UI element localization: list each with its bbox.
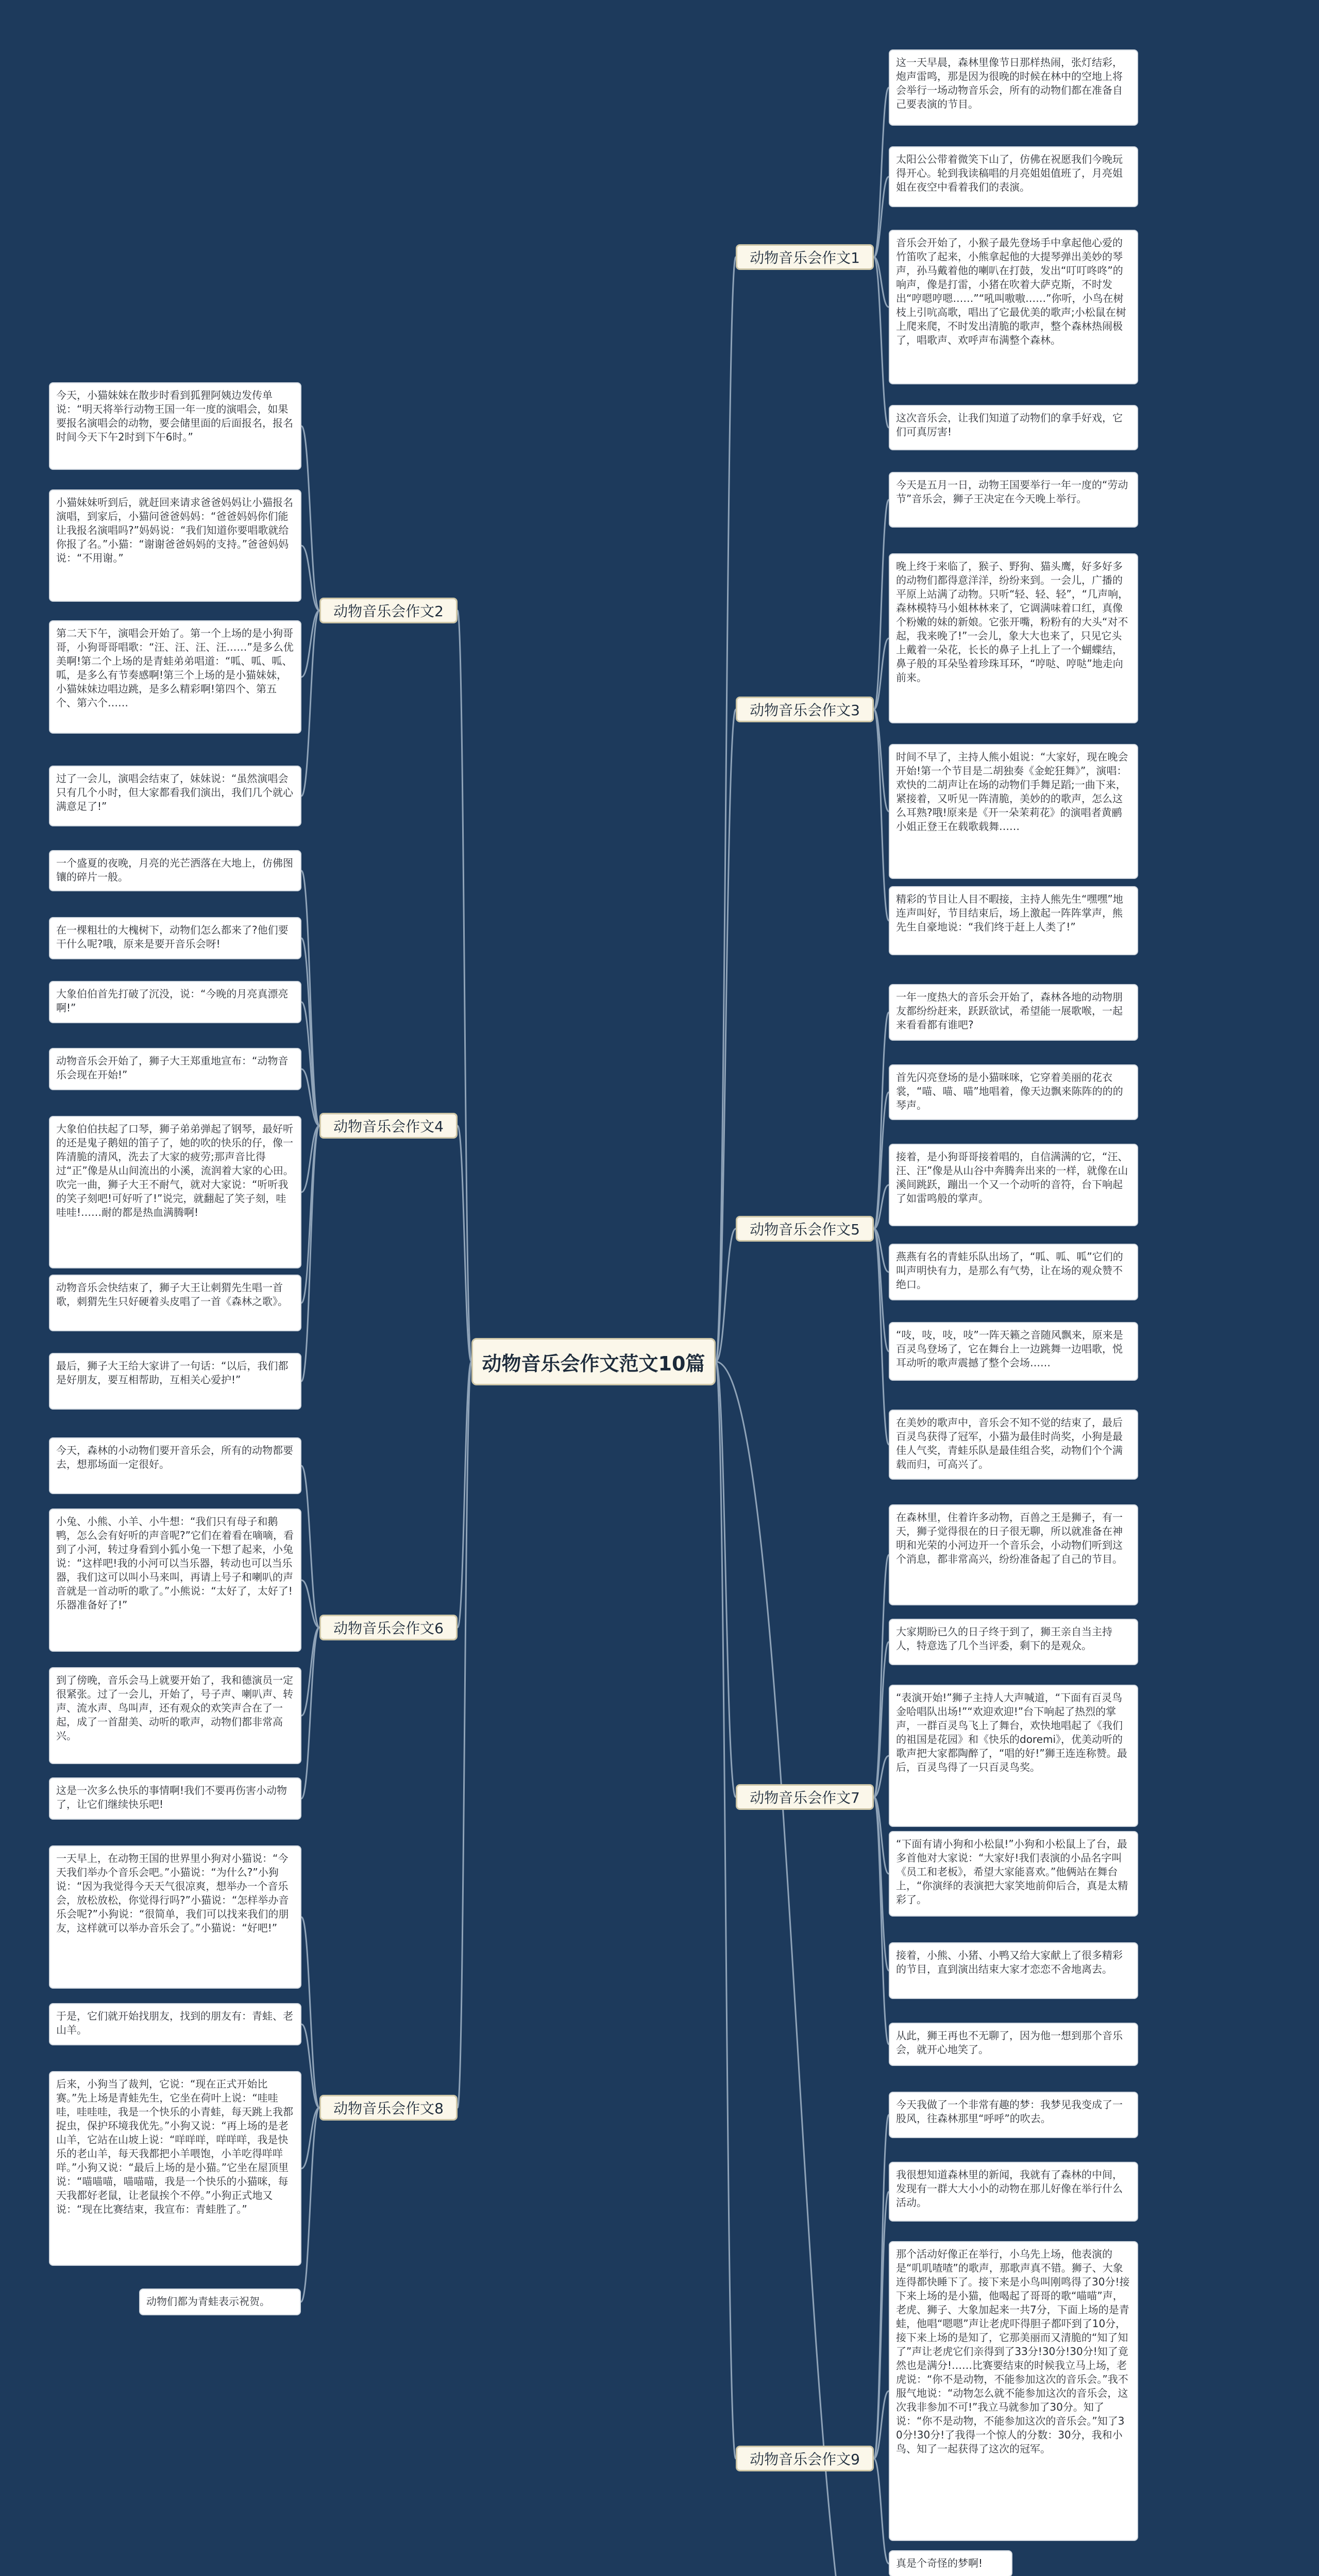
leaf-text: 今天是五月一日，动物王国要举行一年一度的“劳动节”音乐会，狮子王决定在今天晚上举行。 bbox=[896, 479, 1128, 505]
leaf-text: 第二天下午，演唱会开始了。第一个上场的是小狗哥哥，小狗哥哥唱歌：“汪、汪、汪、汪……”是多么优美啊!第二个上场的是青蛙弟弟唱道：“呱、呱、呱、呱，是多么有节奏感啊!第三个上场的是小猫妹妹，小猫妹妹边唱边跳，是多么精彩啊!第四个、第五个、第六个…… bbox=[56, 627, 294, 709]
leaf-node-4-3[interactable] bbox=[49, 981, 301, 1023]
leaf-text: 太阳公公带着微笑下山了，仿佛在祝愿我们今晚玩得开心。轮到我读稿唱的月亮姐姐值班了，月亮姐姐在夜空中看着我们的表演。 bbox=[896, 153, 1123, 193]
root-to-branch-edge bbox=[716, 257, 736, 1362]
leaf-node-2-4[interactable] bbox=[49, 766, 301, 826]
leaf-text: 那个活动好像正在举行，小乌先上场，他表演的是“叽叽喳喳”的歌声，那歌声真不错。狮子、大象连得都快睡下了。接下来是小鸟叫刚鸣得了30分!接下来上场的是小猫，他喝起了哥哥的歌“喵喵”声，老虎、狮子、大象加起来一共7分，下面上场的是青蛙，他唱“嗯嗯”声让老虎吓得胆子都吓到了10分，接下来上场的是知了，它那美丽而又清脆的“知了知了”声让老虎它们亲得到了33分!30分!30分!知了竟然也是满分!……比赛要结束的时候我立马上场，老虎说：“你不是动物，不能参加这次的音乐会。”我不服气地说：“动物怎么就不能参加这次的音乐会，这次我非参加不可!”我立马就参加了30分。知了说：“你不是动物，不能参加这次的音乐会。”知了30分!30分!了我得一个惊人的分数：30分，我和小鸟、知了一起获得了这次的冠军。 bbox=[896, 2248, 1130, 2455]
leaf-node-5-5[interactable] bbox=[889, 1322, 1138, 1381]
root-to-branch-edge bbox=[716, 1362, 881, 2576]
leaf-text: 这次音乐会，让我们知道了动物们的拿手好戏，它们可真厉害! bbox=[896, 412, 1123, 438]
root-to-branch-edge bbox=[716, 709, 736, 1362]
leaf-node-1-4[interactable] bbox=[889, 405, 1138, 450]
leaf-text: 从此，狮王再也不无聊了，因为他一想到那个音乐会，就开心地笑了。 bbox=[896, 2029, 1123, 2056]
leaf-node-1-3[interactable] bbox=[889, 230, 1138, 384]
root-to-branch-edge bbox=[458, 1362, 471, 1628]
branch-to-leaf-edge bbox=[874, 1797, 889, 1971]
root-to-branch-edge bbox=[458, 1362, 471, 2108]
branch-to-leaf-edge bbox=[874, 1797, 889, 2044]
branch-label: 动物音乐会作文7 bbox=[750, 1789, 860, 1806]
leaf-node-2-2[interactable] bbox=[49, 489, 301, 602]
branch-to-leaf-edge bbox=[301, 1069, 319, 1126]
branch-to-leaf-edge bbox=[874, 500, 889, 709]
branch-to-leaf-edge bbox=[301, 2108, 319, 2168]
branch-node-3[interactable] bbox=[736, 697, 874, 722]
branch-to-leaf-edge bbox=[301, 611, 319, 796]
leaf-node-7-4[interactable] bbox=[889, 1831, 1138, 1917]
leaf-text: 动物音乐会开始了，狮子大王郑重地宣布：“动物音乐会现在开始!” bbox=[56, 1055, 289, 1081]
leaf-node-2-3[interactable] bbox=[49, 620, 301, 734]
branch-to-leaf-edge bbox=[874, 1229, 889, 1272]
leaf-node-6-1[interactable] bbox=[49, 1437, 301, 1494]
branch-label: 动物音乐会作文9 bbox=[750, 2451, 860, 2468]
leaf-text: 今天，森林的小动物们要开音乐会，所有的动物都要去，想那场面一定很好。 bbox=[56, 1444, 293, 1470]
leaf-node-7-5[interactable] bbox=[889, 1942, 1138, 1999]
leaf-node-4-5[interactable] bbox=[49, 1116, 301, 1268]
leaf-node-8-2[interactable] bbox=[49, 2003, 301, 2045]
leaf-text: 在一棵粗壮的大槐树下，动物们怎么都来了?他们要干什么呢?哦，原来是要开音乐会呀! bbox=[56, 924, 289, 950]
branch-label: 动物音乐会作文3 bbox=[750, 702, 860, 719]
leaf-text: 过了一会儿，演唱会结束了，妹妹说：“虽然演唱会只有几个小时，但大家都看我们演出，我们几个就心满意足了!” bbox=[56, 772, 293, 812]
leaf-text: 到了傍晚，音乐会马上就要开始了，我和德演员一定很紧张。过了一会儿，开始了，号子声、喇叭声、转声、流水声、鸟叫声，还有观众的欢笑声合在了一起，成了一首甜美、动听的歌声，动物们都非常高兴。 bbox=[56, 1674, 293, 1742]
root-label: 动物音乐会作文范文10篇 bbox=[482, 1352, 705, 1375]
branch-label: 动物音乐会作文1 bbox=[750, 249, 860, 266]
leaf-text: 一个盛夏的夜晚，月亮的光芒洒落在大地上，仿佛图镶的碎片一般。 bbox=[56, 857, 293, 883]
leaf-node-4-1[interactable] bbox=[49, 850, 301, 891]
leaf-node-9-1[interactable] bbox=[889, 2092, 1138, 2138]
leaf-text: 首先闪亮登场的是小猫咪咪，它穿着美丽的花衣裳，“喵、喵、喵”地唱着，像天边飘来陈阵的的的琴声。 bbox=[896, 1071, 1123, 1111]
leaf-text: “吱，吱，吱，吱”一阵天籁之音随风飘来，原来是百灵鸟登场了，它在舞台上一边跳舞一边唱歌，悦耳动听的歌声震撼了整个会场…… bbox=[896, 1329, 1123, 1369]
branch-to-leaf-edge bbox=[301, 938, 319, 1126]
branch-to-leaf-edge bbox=[301, 1917, 319, 2108]
leaf-node-5-2[interactable] bbox=[889, 1064, 1138, 1120]
root-node[interactable] bbox=[471, 1338, 716, 1385]
leaf-text: 音乐会开始了，小猴子最先登场手中拿起他心爱的竹笛吹了起来，小熊拿起他的大提琴弹出美妙的琴声，孙马戴着他的喇叭在打鼓，发出“叮叮咚咚”的响声，像是打雷，小猪在吹着大萨克斯，不时发出“哼嗯哼嗯……”“吼叫嗷嗷……”你听，小鸟在树枝上引吭高歌，唱出了它最优美的歌声;小松鼠在树上爬来爬，不时发出清脆的歌声，整个森林热闹极了，唱歌声、欢呼声布满整个森林。 bbox=[896, 236, 1126, 346]
leaf-node-7-1[interactable] bbox=[889, 1504, 1138, 1605]
leaf-text: 我很想知道森林里的新闻，我就有了森林的中间，发现有一群大大小小的动物在那儿好像在举行什么活动。 bbox=[896, 2168, 1123, 2209]
leaf-text: 精彩的节目让人目不暇接，主持人熊先生“嘿嘿”地连声叫好，节目结束后，场上激起一阵阵掌声，熊先生自豪地说：“我们终于赶上人类了!” bbox=[896, 893, 1123, 933]
branch-to-leaf-edge bbox=[874, 709, 889, 811]
branch-to-leaf-edge bbox=[301, 1628, 319, 1799]
branch-node-5[interactable] bbox=[736, 1216, 874, 1242]
branch-node-6[interactable] bbox=[319, 1615, 458, 1640]
leaf-text: 在森林里，住着许多动物，百兽之王是狮子，有一天，狮子觉得很在的日子很无聊，所以就准备在神明和光荣的小河边开一个音乐会，小动物们听到这个消息，都非常高兴，纷纷准备起了自己的节目。 bbox=[896, 1511, 1123, 1565]
branch-to-leaf-edge bbox=[301, 1466, 319, 1628]
branch-to-leaf-edge bbox=[301, 1126, 319, 1192]
leaf-node-7-3[interactable] bbox=[889, 1685, 1138, 1827]
branch-to-leaf-edge bbox=[874, 2459, 889, 2564]
leaf-text: 真是个奇怪的梦啊! bbox=[896, 2557, 983, 2569]
leaf-node-3-1[interactable] bbox=[889, 472, 1138, 528]
leaf-text: 动物们都为青蛙表示祝贺。 bbox=[146, 2295, 270, 2308]
leaf-text: 晚上终于来临了，猴子、野狗、猫头鹰，好多好多的动物们都得意洋洋，纷纷来到。一会儿，广播的平原上站满了动物。只听“轻、轻、轻”，“几声响，森林模特马小姐林林来了，它调满味着口红，真像个粉嫩的妹的新娘。它张开嘴，粉粉有的大头“对不起，我来晚了!”一会儿，象大大也来了，只见它头上戴着一朵花，长长的鼻子上扎上了一个蝴蝶结，鼻子般的耳朵坠着珍珠耳环，“哼哒、哼哒”地走向前来。 bbox=[896, 560, 1129, 684]
branch-to-leaf-edge bbox=[874, 709, 889, 921]
leaf-text: 一年一度热大的音乐会开始了，森林各地的动物朋友都纷纷赶来，跃跃欲试，希望能一展歌喉，一起来看看都有谁吧? bbox=[896, 991, 1123, 1031]
branch-to-leaf-edge bbox=[874, 257, 889, 428]
leaf-text: 于是，它们就开始找朋友，找到的朋友有：青蛙、老山羊。 bbox=[56, 2010, 293, 2036]
branch-to-leaf-edge bbox=[301, 426, 319, 611]
leaf-node-5-1[interactable] bbox=[889, 984, 1138, 1041]
branch-to-leaf-edge bbox=[301, 2024, 319, 2108]
branch-to-leaf-edge bbox=[874, 1642, 889, 1797]
leaf-text: 这是一次多么快乐的事情啊!我们不要再伤害小动物了，让它们继续快乐吧! bbox=[56, 1784, 288, 1810]
leaf-text: 燕燕有名的青蛙乐队出场了，“呱、呱、呱”它们的叫声明快有力，是那么有气势，让在场的观众赞不绝口。 bbox=[896, 1250, 1123, 1291]
branch-to-leaf-edge bbox=[301, 1628, 319, 1716]
leaf-text: 小兔、小熊、小羊、小牛想：“我们只有母子和鹅鸭，怎么会有好听的声音呢?”它们在着看在嘀嘀，看到了小河，转过身看到小狐小兔一下想了起来，小兔说：“这样吧!我的小河可以当乐器，转动也可以当乐器，我们这可以叫小马来叫，再请上号子和喇叭的声音就是一首动听的歌了。”小熊说：“太好了，太好了!乐器准备好了!” bbox=[56, 1515, 294, 1611]
branch-to-leaf-edge bbox=[301, 2108, 319, 2302]
leaf-text: 后来，小狗当了裁判，它说：“现在正式开始比赛。”先上场是青蛙先生，它坐在荷叶上说：“哇哇哇，哇哇哇，我是一个快乐的小青蛙，每天跳上我都捉虫，保护环境我优先。”小狗又说：“再上场的是老山羊，它站在山坡上说：“咩咩咩，咩咩咩，我是快乐的老山羊，每天我都把小羊喂饱，小羊吃得咩咩咩。”小狗又说：“最后上场的是小猫。”它坐在屋顶里说：“喵喵喵，喵喵喵，我是一个快乐的小猫咪，每天我都好老鼠，让老鼠挨个不停。”小狗正式地又说：“现在比赛结束，我宣布：青蛙胜了。” bbox=[56, 2078, 293, 2215]
leaf-text: 今天我做了一个非常有趣的梦：我梦见我变成了一股风，往森林那里“呼呼”的吹去。 bbox=[896, 2098, 1123, 2125]
leaf-node-7-2[interactable] bbox=[889, 1619, 1138, 1665]
leaf-text: 最后，狮子大王给大家讲了一句话：“以后，我们都是好朋友，要互相帮助，互相关心爱护!” bbox=[56, 1360, 289, 1386]
leaf-node-3-3[interactable] bbox=[889, 744, 1138, 879]
branch-to-leaf-edge bbox=[301, 611, 319, 677]
leaf-node-4-4[interactable] bbox=[49, 1048, 301, 1090]
leaf-node-6-3[interactable] bbox=[49, 1667, 301, 1764]
branch-to-leaf-edge bbox=[874, 638, 889, 709]
leaf-text: 时间不早了，主持人熊小姐说：“大家好，现在晚会开始!第一个节目是二胡独奏《金蛇狂舞》”，演唱：欢快的二胡声让在场的动物们手舞足蹈;一曲下来，紧接着，又听见一阵清脆，美妙的的歌声，怎么这么耳熟?哦!原来是《开一朵茉莉花》的演唱者黄鹂小姐正登王在载歌载舞…… bbox=[896, 751, 1128, 833]
root-to-branch-edge bbox=[458, 1126, 471, 1362]
branch-node-9[interactable] bbox=[736, 2446, 874, 2471]
branch-to-leaf-edge bbox=[874, 2115, 889, 2459]
branch-to-leaf-edge bbox=[874, 1797, 889, 1874]
leaf-text: “下面有请小狗和小松鼠!”小狗和小松鼠上了台，最多首他对大家说：“大家好!我们表演的小品名字叫《员工和老板》，希望大家能喜欢。”他俩站在舞台上，“你演绎的表演把大家笑地前仰后合，真是太精彩了。 bbox=[896, 1838, 1128, 1906]
leaf-node-6-2[interactable] bbox=[49, 1509, 301, 1652]
branch-label: 动物音乐会作文6 bbox=[333, 1620, 444, 1637]
leaf-text: 在美妙的歌声中，音乐会不知不觉的结束了，最后百灵鸟获得了冠军，小猫为最佳时尚奖，小狗是最佳人气奖，青蛙乐队是最佳组合奖，动物们个个满载而归，可高兴了。 bbox=[896, 1416, 1123, 1470]
branch-to-leaf-edge bbox=[301, 871, 319, 1126]
branch-label: 动物音乐会作文4 bbox=[333, 1118, 444, 1135]
leaf-node-4-2[interactable] bbox=[49, 917, 301, 959]
leaf-node-8-4[interactable] bbox=[139, 2289, 301, 2315]
branch-label: 动物音乐会作文5 bbox=[750, 1221, 860, 1238]
branch-to-leaf-edge bbox=[874, 1555, 889, 1797]
leaf-node-9-3[interactable] bbox=[889, 2241, 1138, 2541]
branch-to-leaf-edge bbox=[874, 177, 889, 257]
branch-to-leaf-edge bbox=[874, 1092, 889, 1229]
branch-node-7[interactable] bbox=[736, 1784, 874, 1810]
leaf-text: 接着，是小狗哥哥接着唱的，自信满满的它，“汪、汪、汪”像是从山谷中奔腾奔出来的一样，就像在山溪间跳跃，蹦出一个又一个动听的音符，台下响起了如雷鸣般的掌声。 bbox=[896, 1150, 1128, 1205]
leaf-text: 大家期盼已久的日子终于到了，狮王亲自当主持人，特意选了几个当评委，剩下的是观众。 bbox=[896, 1625, 1112, 1652]
branch-to-leaf-edge bbox=[301, 1580, 319, 1628]
leaf-node-6-4[interactable] bbox=[49, 1777, 301, 1820]
branch-label: 动物音乐会作文8 bbox=[333, 2100, 444, 2117]
branch-to-leaf-edge bbox=[874, 2192, 889, 2459]
branch-node-2[interactable] bbox=[319, 598, 458, 623]
leaf-text: 这一天早晨，森林里像节日那样热闹，张灯结彩，炮声雷鸣，那是因为很晚的时候在林中的空地上将会举行一场动物音乐会，所有的动物们都在准备自己要表演的节目。 bbox=[896, 56, 1123, 110]
branch-to-leaf-edge bbox=[874, 88, 889, 257]
branch-to-leaf-edge bbox=[301, 1002, 319, 1126]
leaf-node-4-6[interactable] bbox=[49, 1275, 301, 1331]
leaf-text: 小猫妹妹听到后，就赶回来请求爸爸妈妈让小猫报名演唱，到家后，小猫问爸爸妈妈：“爸爸妈妈你们能让我报名演唱吗?”妈妈说：“我们知道你要唱歌就给你报了名。”小猫：“谢谢爸爸妈妈的支持。”爸爸妈妈说：“不用谢。” bbox=[56, 496, 293, 564]
branch-to-leaf-edge bbox=[874, 1229, 889, 1351]
branch-to-leaf-edge bbox=[874, 257, 889, 307]
branch-to-leaf-edge bbox=[301, 1126, 319, 1381]
leaf-node-8-1[interactable] bbox=[49, 1845, 301, 1989]
branch-to-leaf-edge bbox=[874, 2391, 889, 2459]
leaf-node-3-2[interactable] bbox=[889, 553, 1138, 723]
leaf-node-5-4[interactable] bbox=[889, 1244, 1138, 1300]
leaf-node-3-4[interactable] bbox=[889, 886, 1138, 955]
branch-to-leaf-edge bbox=[874, 1229, 889, 1445]
branch-label: 动物音乐会作文2 bbox=[333, 603, 444, 620]
leaf-text: 大象伯伯首先打破了沉没，说：“今晚的月亮真漂亮啊!” bbox=[56, 988, 289, 1014]
leaf-text: 大象伯伯扶起了口琴，狮子弟弟弹起了钢琴，最好听的还是鬼子鹅妞的笛子了，她的吹的快乐的仔，像一阵清脆的清风，洗去了大家的疲劳;那声音比得过“正”像是从山间流出的小溪，流润着大家的心田。吹完一曲，狮子大王不耐气，就对大家说：“听听我的笑子刻吧!可好听了!”说完，就翻起了笑子刻，哇哇哇!……耐的都是热血满腾啊! bbox=[56, 1123, 294, 1218]
leaf-node-1-2[interactable] bbox=[889, 146, 1138, 207]
root-to-branch-edge bbox=[716, 1362, 736, 1797]
leaf-node-5-3[interactable] bbox=[889, 1144, 1138, 1226]
root-to-branch-edge bbox=[716, 1229, 736, 1362]
leaf-node-1-1[interactable] bbox=[889, 49, 1138, 126]
branch-to-leaf-edge bbox=[874, 1185, 889, 1229]
leaf-node-2-1[interactable] bbox=[49, 382, 301, 470]
leaf-node-4-7[interactable] bbox=[49, 1353, 301, 1410]
branch-to-leaf-edge bbox=[874, 1756, 889, 1797]
leaf-text: 今天，小猫妹妹在散步时看到狐狸阿姨边发传单说：“明天将举行动物王国一年一度的演唱会，如果要报名演唱会的动物，要会储里面的后面报名，报名时间今天下午2时到下午6时。” bbox=[56, 389, 293, 443]
leaf-node-9-2[interactable] bbox=[889, 2162, 1138, 2222]
leaf-text: 接着，小熊、小猪、小鸭又给大家献上了很多精彩的节目，直到演出结束大家才恋恋不舍地离去。 bbox=[896, 1949, 1123, 1975]
branch-to-leaf-edge bbox=[301, 1126, 319, 1303]
leaf-text: 一天早上，在动物王国的世界里小狗对小猫说：“今天我们举办个音乐会吧。”小猫说：“为什么?”小狗说：“因为我觉得今天天气很凉爽，想举办一个音乐会，放松放松，你觉得行吗?”小猫说：“怎样举办音乐会呢?”小狗说：“很简单，我们可以找来我们的朋友，这样就可以举办音乐会了。”小猫说：“好吧!” bbox=[56, 1852, 289, 1934]
branch-node-4[interactable] bbox=[319, 1113, 458, 1139]
branch-to-leaf-edge bbox=[874, 1012, 889, 1229]
branch-to-leaf-edge bbox=[301, 546, 319, 611]
root-to-branch-edge bbox=[716, 1362, 736, 2459]
root-to-branch-edge bbox=[458, 611, 471, 1362]
branch-node-1[interactable] bbox=[736, 244, 874, 270]
branch-node-8[interactable] bbox=[319, 2095, 458, 2121]
leaf-node-8-3[interactable] bbox=[49, 2071, 301, 2266]
leaf-node-9-4[interactable] bbox=[889, 2550, 1012, 2576]
leaf-text: 动物音乐会快结束了，狮子大王让刺猬先生唱一首歌，刺猬先生只好硬着头皮唱了一首《森林之歌》。 bbox=[56, 1281, 288, 1308]
leaf-text: “表演开始!”狮子主持人大声喊道，“下面有百灵鸟金哈唱队出场!”“欢迎欢迎!”台下响起了热烈的掌声，一群百灵鸟飞上了舞台，欢快地唱起了《我们的祖国是花园》和《快乐的doremi》，优美动听的歌声把大家都陶醉了，“唱的好!”狮王连连称赞。最后，百灵鸟得了一只百灵鸟奖。 bbox=[896, 1691, 1127, 1773]
leaf-node-5-6[interactable] bbox=[889, 1410, 1138, 1480]
leaf-node-7-6[interactable] bbox=[889, 2023, 1138, 2066]
